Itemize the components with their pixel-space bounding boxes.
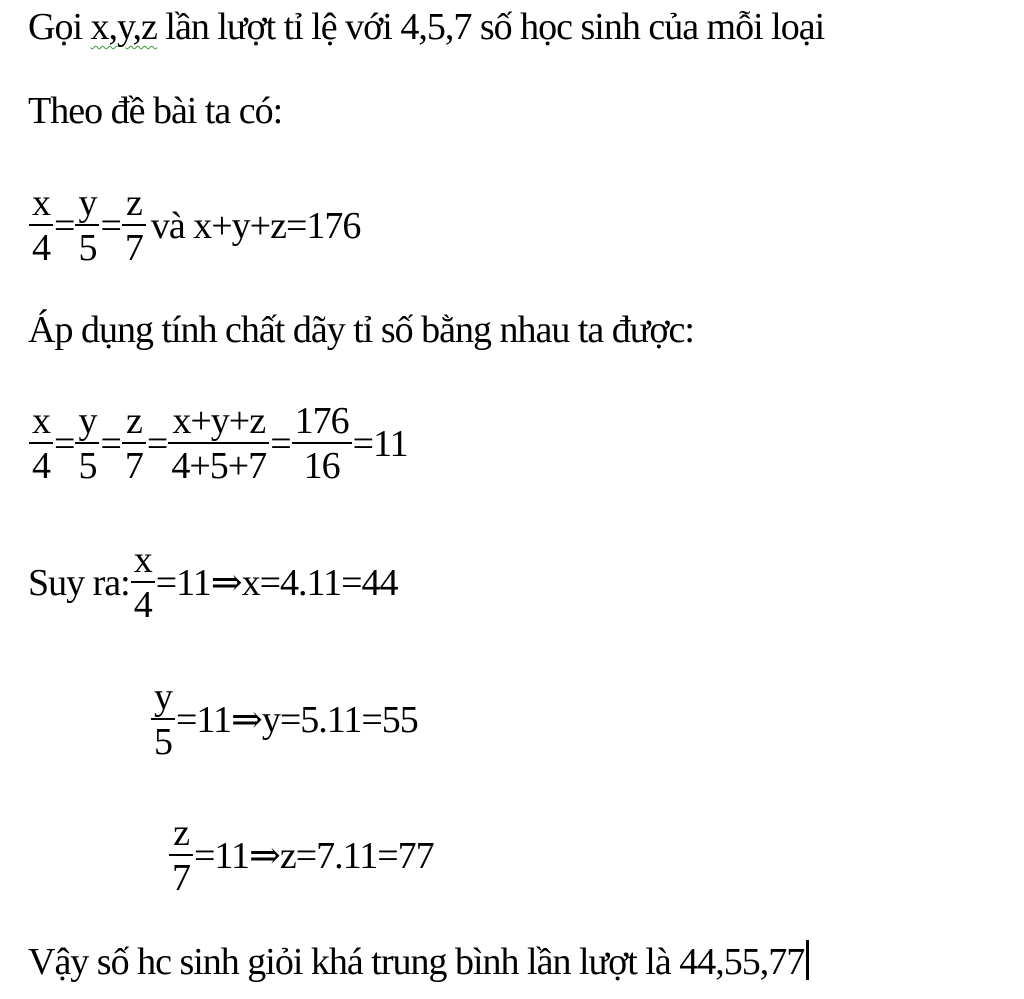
fraction-numerator: x: [131, 541, 155, 583]
fraction-z-7: [122, 402, 146, 485]
fraction-numerator: y: [75, 184, 99, 226]
fraction-denominator: 4: [32, 445, 50, 487]
fraction-numerator: z: [169, 814, 193, 856]
fraction-numerator: x: [29, 402, 53, 444]
spellcheck-vars: x,y,z: [90, 6, 157, 48]
fraction-denominator: 16: [303, 445, 340, 487]
fraction-denominator: 5: [78, 445, 97, 487]
fraction-denominator: 5: [78, 227, 97, 269]
conclusion-text: Vậy số hc sinh giỏi khá trung bình lần lượt là 44,55,77: [28, 941, 805, 983]
fraction-denominator: 7: [172, 857, 190, 899]
fraction-y-5: [151, 678, 175, 761]
intro-line: [28, 8, 824, 46]
fraction-x-4: [29, 402, 53, 485]
therefore-label: Suy ra:: [28, 561, 130, 604]
fraction-numerator: 176: [292, 402, 352, 444]
equals-sign: =: [54, 422, 75, 465]
equals-sign: =: [100, 204, 121, 247]
conclusion-line: [28, 940, 809, 981]
equals-sign: =: [270, 422, 291, 465]
fraction-numerator: z: [122, 184, 146, 226]
equation-ratio: [28, 184, 360, 267]
fraction-numerator: x: [29, 184, 53, 226]
fraction-denominator: 4: [32, 227, 50, 269]
fraction-z-7: [169, 814, 193, 897]
fraction-denominator: 4: [133, 584, 152, 626]
fraction-numerator: z: [122, 402, 146, 444]
given-line: Theo đề bài ta có:: [28, 90, 283, 132]
equals-sign: =: [54, 204, 75, 247]
fraction-denominator: 5: [154, 721, 172, 763]
fraction-numerator: y: [151, 678, 175, 720]
sum-condition: và x+y+z=176: [150, 204, 361, 247]
intro-lead: Gọi: [28, 6, 91, 48]
fraction-x-4: [29, 184, 53, 267]
fraction-denominator: 4+5+7: [171, 445, 267, 487]
fraction-z-7: [122, 184, 146, 267]
fraction-sum: [168, 402, 269, 485]
fraction-y-5: [75, 402, 99, 485]
equation-z: [168, 814, 434, 897]
equals-sign: =: [100, 422, 121, 465]
intro-rest: lần lượt tỉ lệ với 4,5,7 số học sinh của mỗi loại: [156, 6, 825, 48]
fraction-denominator: 7: [124, 227, 143, 269]
chain-result: =11: [352, 422, 408, 465]
property-line: Áp dụng tính chất dãy tỉ số bằng nhau ta được:: [28, 309, 694, 351]
x-result: =11⇒x=4.11=44: [155, 561, 398, 604]
equation-y: [150, 678, 418, 761]
text-cursor: [806, 940, 809, 980]
equals-sign: =: [146, 422, 168, 465]
y-result: =11⇒y=5.11=55: [176, 698, 418, 741]
fraction-x-4: [131, 541, 155, 624]
fraction-numerator: x+y+z: [168, 402, 269, 444]
fraction-y-5: [75, 184, 99, 267]
equation-ratio-chain: [28, 402, 408, 485]
fraction-176-16: [292, 402, 352, 485]
z-result: =11⇒z=7.11=77: [194, 834, 434, 877]
fraction-denominator: 7: [124, 445, 143, 487]
equation-x: [28, 541, 398, 624]
fraction-numerator: y: [75, 402, 99, 444]
